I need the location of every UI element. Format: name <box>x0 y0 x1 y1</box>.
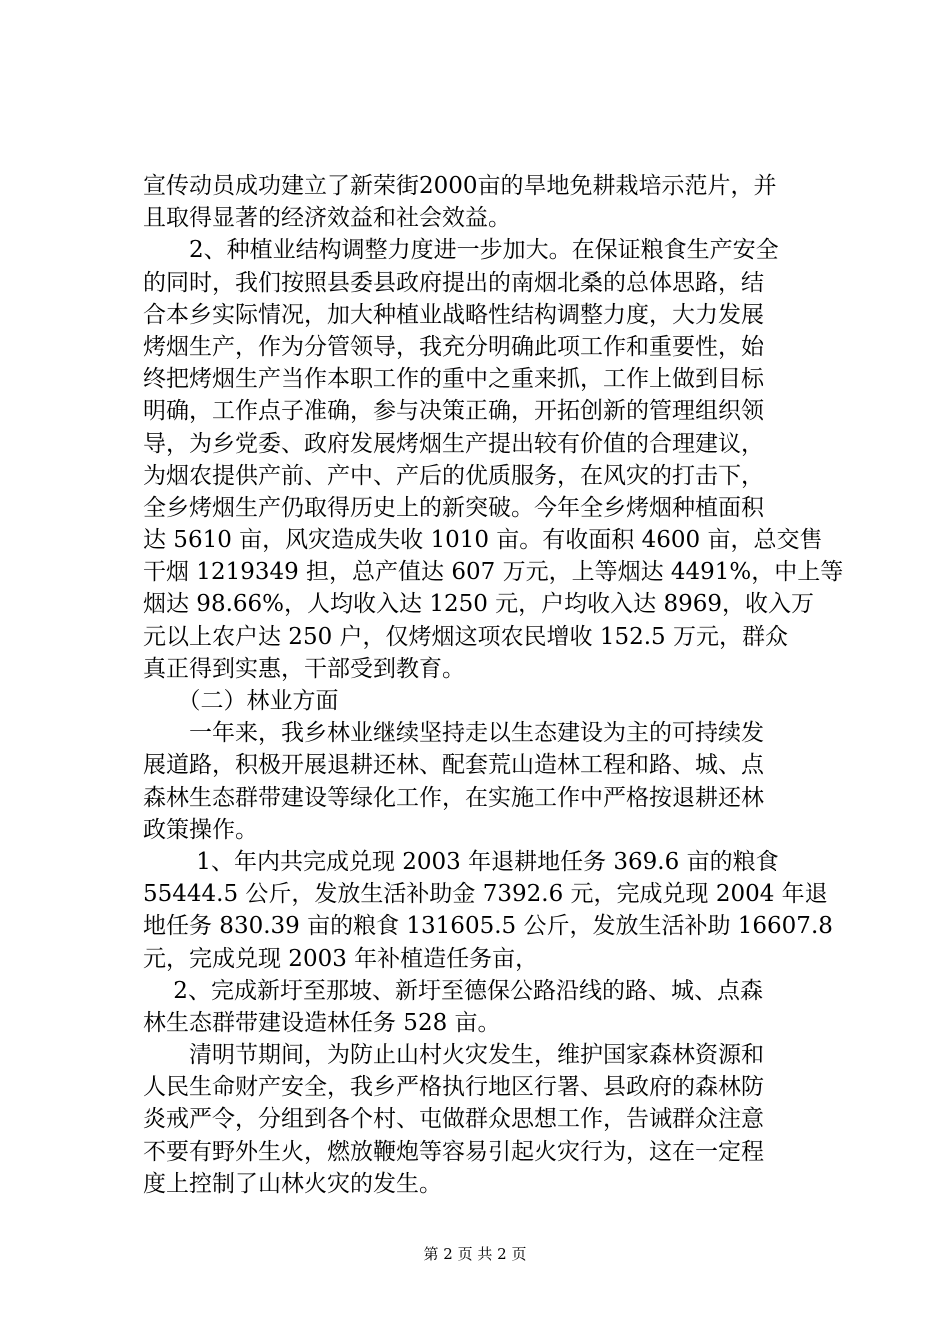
text-line: 人民生命财产安全，我乡严格执行地区行署、县政府的森林防 <box>143 1074 764 1101</box>
text-line: 展道路，积极开展退耕还林、配套荒山造林工程和路、城、点 <box>143 752 764 779</box>
text-line: 林生态群带建设造林任务 528 亩。 <box>143 1009 501 1036</box>
text-line: 地任务 830.39 亩的粮食 131605.5 公斤，发放生活补助 16607.8 <box>143 913 833 940</box>
text-line: 炎戒严令，分组到各个村、屯做群众思想工作，告诫群众注意 <box>143 1106 764 1133</box>
page-number: 第 2 页 共 2 页 <box>423 1245 527 1263</box>
document-body <box>143 170 843 1200</box>
text-line: 终把烤烟生产当作本职工作的重中之重来抓，工作上做到目标 <box>143 366 764 393</box>
text-line: 政策操作。 <box>143 816 258 843</box>
text-line: 且取得显著的经济效益和社会效益。 <box>143 205 511 232</box>
text-line: 烤烟生产，作为分管领导，我充分明确此项工作和重要性，始 <box>143 333 764 360</box>
text-line: 1、年内共完成兑现 2003 年退耕地任务 369.6 亩的粮食 <box>143 848 779 875</box>
text-line: 度上控制了山林火灾的发生。 <box>143 1170 442 1197</box>
text-line: 导，为乡党委、政府发展烤烟生产提出较有价值的合理建议， <box>143 430 764 457</box>
text-line: 真正得到实惠，干部受到教育。 <box>143 655 465 682</box>
text-line: 烟达 98.66%，人均收入达 1250 元，户均收入达 8969，收入万 <box>143 591 815 618</box>
text-line: 的同时，我们按照县委县政府提出的南烟北桑的总体思路，结 <box>143 269 764 296</box>
text-line: 宣传动员成功建立了新荣街2000亩的旱地免耕栽培示范片，并 <box>143 173 777 199</box>
text-line: 元，完成兑现 2003 年补植造任务亩， <box>143 945 539 972</box>
text-line: 清明节期间，为防止山村火灾发生，维护国家森林资源和 <box>143 1042 764 1069</box>
text-line: 不要有野外生火，燃放鞭炮等容易引起火灾行为，这在一定程 <box>143 1138 764 1165</box>
text-line: 达 5610 亩，风灾造成失收 1010 亩。有收面积 4600 亩，总交售 <box>143 527 823 554</box>
text-line: 一年来，我乡林业继续坚持走以生态建设为主的可持续发 <box>143 720 764 747</box>
text-line: 森林生态群带建设等绿化工作，在实施工作中严格按退耕还林 <box>143 784 764 811</box>
text-line: 合本乡实际情况，加大种植业战略性结构调整力度，大力发展 <box>143 301 764 328</box>
text-line: 干烟 1219349 担，总产值达 607 万元，上等烟达 4491%，中上等 <box>143 559 844 586</box>
text-line: 明确，工作点子准确，参与决策正确，开拓创新的管理组织领 <box>143 398 764 425</box>
page-footer <box>0 1244 950 1264</box>
text-line: 为烟农提供产前、产中、产后的优质服务，在风灾的打击下， <box>143 462 764 489</box>
text-line: 元以上农户达 250 户，仅烤烟这项农民增收 152.5 万元，群众 <box>143 623 788 650</box>
text-line: 2、种植业结构调整力度进一步加大。在保证粮食生产安全 <box>143 237 779 264</box>
text-line: 2、完成新圩至那坡、新圩至德保公路沿线的路、城、点森 <box>143 977 763 1004</box>
section-heading: （二）林业方面 <box>143 688 339 714</box>
text-line: 全乡烤烟生产仍取得历史上的新突破。今年全乡烤烟种植面积 <box>143 494 764 521</box>
text-line: 55444.5 公斤，发放生活补助金 7392.6 元，完成兑现 2004 年退 <box>143 881 828 908</box>
